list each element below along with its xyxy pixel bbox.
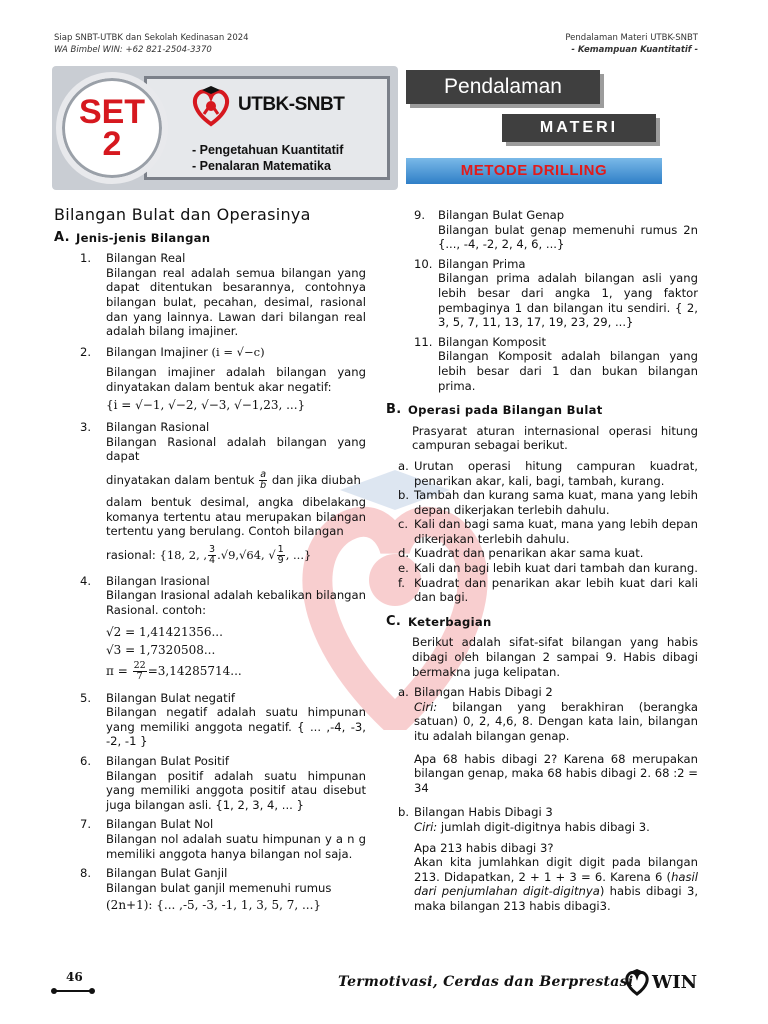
section-c-intro: Berikut adalah sifat-sifat bilangan yang habis dibagi oleh bilangan 2 sampai 9. Habis dibagi bermakna juga kelipatan. [412, 635, 698, 679]
section-c-key: C. [386, 613, 402, 629]
item-text: Bilangan bulat genap memenuhi rumus 2n {..., -4, -2, 2, 4, 6, ...} [438, 222, 698, 252]
rational-example: rasional: {18, 2, , $\frac{3}{4}$ .√9,√64, √ $\frac{1}{9}$ , ...} [106, 543, 312, 566]
item-number: 6. [80, 754, 92, 769]
section-b-intro: Prasyarat aturan internasional operasi hitung campuran sebagai berikut. [412, 423, 698, 453]
item-text: dalam bentuk desimal, angka dibelakang komanya tertentu atau merupakan bilangan tertentu yang berulang. Contoh bilangan [106, 494, 366, 539]
list-item: c. Kali dan bagi sama kuat, mana yang lebih depan dikerjakan terlebih dahulu. [398, 517, 698, 546]
item-number: 10. [414, 256, 433, 271]
item-title: Bilangan Irasional [106, 573, 210, 588]
page-number-rule [54, 990, 92, 992]
divisibility-3: b. Bilangan Habis Dibagi 3 Ciri: jumlah digit-digitnya habis dibagi 3. Apa 213 habis dibagi 3? Akan kita jumlahkan digit digit pada bilangan 213. Didapatkan, 2 + 1 + 3 = 6. Karena 6 (hasil dari penjumlahan digit-digitnya) habis dibagi 3, maka bilangan 213 habis dibagi3. [398, 805, 699, 913]
sqrt2-example: √2 = 1,41421356... [106, 625, 223, 640]
list-item [54, 866, 366, 916]
item-number: 5. [80, 690, 92, 705]
list-item [54, 754, 366, 812]
right-column [386, 208, 698, 914]
header-left [54, 32, 249, 56]
section-a-heading [54, 231, 366, 246]
fraction-a-b: $\frac{a}{b}$ [260, 468, 267, 491]
divisibility-3-example: Akan kita jumlahkan digit digit pada bilangan 213. Didapatkan, 2 + 1 + 3 = 6. Karena 6 (hasil dari penjumlahan digit-digitnya) habis dibagi 3, maka bilangan 213 habis dibagi3. [414, 855, 699, 913]
section-a-key: A. [54, 229, 70, 245]
divisibility-2-example: Apa 68 habis dibagi 2? Karena 68 merupakan bilangan genap, maka 68 habis dibagi 2. 68 :2 = 34 [414, 751, 698, 795]
page-title: Bilangan Bulat dan Operasinya [54, 205, 311, 224]
divisibility-2: a. Bilangan Habis Dibagi 2 Ciri: bilangan yang berakhiran (berangka satuan) 0, 2, 4,6, 8. Dengan kata lain, bilangan itu adalah bilangan genap. Apa 68 habis dibagi 2? Karena 68 merupakan bilangan genap, maka 68 habis dibagi 2. 68 :2 = 34 [398, 685, 699, 795]
list-item [386, 335, 698, 393]
item-text: Bilangan imajiner adalah bilangan yang dinyatakan dalam bentuk akar negatif: [106, 365, 366, 394]
item-number: 4. [80, 573, 92, 588]
footer-motto: Termotivasi, Cerdas dan Berprestasi [338, 974, 634, 990]
section-b-list [386, 459, 698, 605]
item-text: Bilangan bulat ganjil memenuhi rumus [106, 880, 332, 895]
item-title: Bilangan Bulat Genap [438, 208, 565, 222]
divisibility-2-title: Bilangan Habis Dibagi 2 [414, 685, 553, 700]
item-title: Bilangan Komposit [438, 334, 547, 349]
footer-win: WIN [652, 972, 698, 993]
header-topic-line: - Kemampuan Kuantitatif - [571, 45, 698, 55]
materi-label: MATERI [502, 114, 656, 142]
list-item [54, 420, 366, 566]
sqrt3-example: √3 = 1,7320508... [106, 643, 216, 658]
set-banner [52, 66, 398, 190]
set-word: SET [78, 93, 146, 131]
header-contact-line: WA Bimbel WIN: +62 821-2504-3370 [54, 45, 212, 55]
set-badge [56, 72, 168, 184]
list-item: f. Kuadrat dan penarikan akar lebih kuat dari kali dan bagi. [398, 575, 698, 605]
list-item [54, 345, 366, 415]
item-text: Bilangan nol adalah suatu himpunan y a n g memiliki anggota hanya bilangan nol saja. [106, 832, 366, 861]
list-item: d. Kuadrat dan penarikan akar sama kuat. [398, 546, 644, 561]
item-text: Bilangan positif adalah suatu himpunan yang memiliki anggota positif atau disebut juga bilangan asli. {1, 2, 3, 4, ... } [106, 768, 366, 812]
odd-formula: (2n+1): {... ,-5, -3, -1, 1, 3, 5, 7, ...} [106, 898, 322, 913]
left-column [54, 205, 366, 921]
section-c-title: Keterbagian [408, 614, 492, 629]
item-title: Bilangan Rasional [106, 420, 210, 435]
list-item: a. Urutan operasi hitung campuran kuadrat, penarikan akar, kali, bagi, tambah, kurang. [398, 458, 698, 488]
brand-name: UTBK-SNBT [238, 94, 345, 115]
item-text: Bilangan negatif adalah suatu himpunan yang memiliki anggota negatif. { ... ,-4, -3, -2, -1 } [106, 705, 366, 749]
metode-drilling-label: METODE DRILLING [406, 158, 662, 184]
graduation-heart-logo-icon [190, 84, 232, 128]
item-number: 9. [414, 208, 426, 222]
set-number: 2 [102, 125, 122, 163]
item-text-part: dan jika diubah [271, 472, 361, 487]
brand-topics [192, 142, 343, 174]
item-text-part: dinyatakan dalam bentuk [106, 472, 255, 487]
topic-2: - Penalaran Matematika [192, 159, 331, 173]
list-item [386, 208, 698, 252]
section-c-heading [386, 615, 698, 630]
win-logo-icon [624, 968, 650, 996]
item-title: Bilangan Real [106, 251, 186, 266]
item-text: Bilangan Rasional adalah bilangan yang dapat [106, 434, 366, 464]
item-title: Bilangan Bulat Positif [106, 754, 229, 769]
item-title: Bilangan Prima [438, 256, 526, 271]
section-a-title: Jenis-jenis Bilangan [76, 230, 211, 245]
list-item: e. Kali dan bagi lebih kuat dari tambah dan kurang. [398, 561, 698, 576]
header-right [565, 32, 698, 56]
item-text: Bilangan Komposit adalah bilangan yang lebih besar dari 1 dan bukan bilangan prima. [438, 349, 698, 393]
section-b-key: B. [386, 402, 402, 418]
divisibility-3-question: Apa 213 habis dibagi 3? [414, 840, 554, 855]
item-number: 1. [80, 251, 92, 266]
item-number: 3. [80, 420, 92, 435]
item-title: Bilangan Bulat negatif [106, 690, 235, 705]
item-number: 2. [80, 344, 92, 359]
item-text: Bilangan real adalah semua bilangan yang dapat ditentukan besarannya, contohnya bilangan bulat, pecahan, desimal, rasional dan yang lainnya. Lawan dari bilangan real adalah bilang imajiner. [106, 265, 366, 339]
list-item [54, 574, 366, 618]
list-item [54, 817, 366, 861]
section-b-heading [386, 403, 698, 418]
item-number: 11. [414, 334, 433, 349]
pi-example: π = $\frac{22}{7}$ =3,14285714... [106, 659, 242, 682]
list-item [386, 257, 698, 330]
header-exam-line: Siap SNBT-UTBK dan Sekolah Kedinasan 2024 [54, 33, 249, 43]
item-number: 7. [80, 817, 92, 832]
list-item [54, 251, 366, 339]
item-number: 8. [80, 866, 92, 881]
imaginary-set: {i = √−1, √−2, √−3, √−1,23, ...} [106, 397, 306, 412]
topic-1: - Pengetahuan Kuantitatif [192, 143, 344, 157]
item-title: Bilangan Bulat Nol [106, 817, 214, 832]
page-number: 46 [66, 970, 83, 984]
irrational-examples [106, 625, 366, 681]
item-title: Bilangan Imajiner [106, 344, 208, 359]
pendalaman-label: Pendalaman [406, 70, 600, 104]
header-subject-line: Pendalaman Materi UTBK-SNBT [565, 33, 698, 43]
item-title: Bilangan Bulat Ganjil [106, 866, 228, 881]
list-item [54, 691, 366, 749]
list-item: b. Tambah dan kurang sama kuat, mana yang lebih depan dikerjakan terlebih dahulu. [398, 488, 698, 517]
imaginary-formula: (i = √−c) [211, 344, 265, 359]
divisibility-3-title: Bilangan Habis Dibagi 3 [414, 805, 553, 820]
item-text: Bilangan prima adalah bilangan asli yang lebih besar dari angka 1, yang faktor pembaginya 1 dan bilangan itu sendiri. { 2, 3, 5, 7, 11, 13, 17, 19, 23, 29, ...} [438, 271, 698, 330]
section-b-title: Operasi pada Bilangan Bulat [408, 403, 603, 418]
item-text: Bilangan Irasional adalah kebalikan bilangan Rasional. contoh: [106, 588, 366, 617]
